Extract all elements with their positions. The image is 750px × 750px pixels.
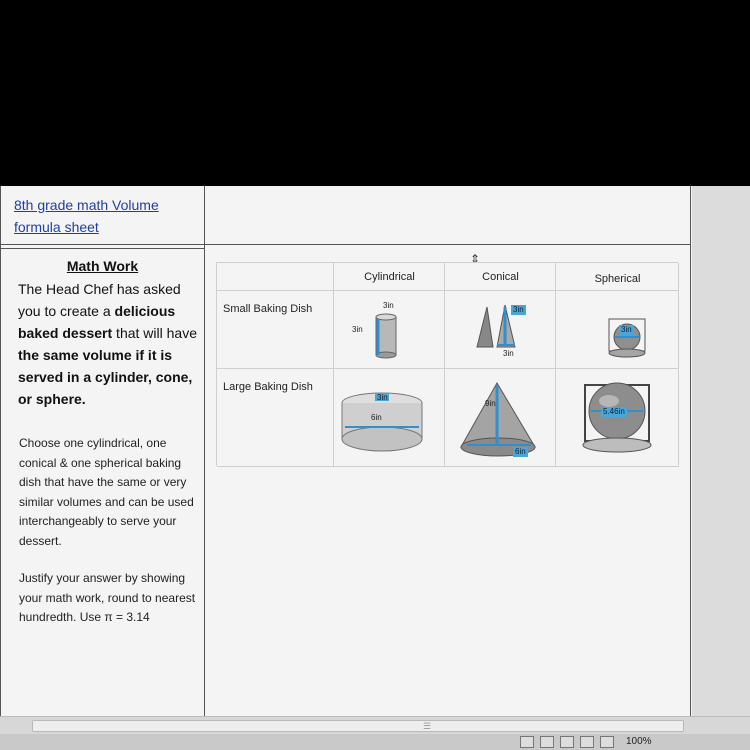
intro-paragraph	[18, 278, 203, 410]
row-header-large: Large Baking Dish	[223, 381, 313, 393]
row-header-small: Small Baking Dish	[223, 303, 313, 315]
large-sphere-dish-image	[577, 381, 657, 461]
formula-sheet-link-line2[interactable]: formula sheet	[14, 219, 99, 235]
page-right-margin	[692, 186, 750, 716]
row-resize-cursor-icon: ⇕	[470, 252, 481, 266]
table-divider-row-2	[0, 248, 205, 249]
baking-dish-table	[216, 262, 678, 466]
large-sphere-dim: 5.46in	[603, 407, 625, 416]
intro-text-2: that will have	[112, 325, 197, 341]
large-cyl-width-dim: 6in	[371, 413, 382, 422]
small-cyl-top-dim: 3in	[383, 301, 394, 310]
horizontal-scrollbar[interactable]	[0, 716, 750, 734]
web-layout-view-button[interactable]	[560, 736, 574, 748]
small-cone-top-dim: 3in	[513, 305, 524, 314]
intro-text-1: The Head Chef has asked you to create a	[18, 281, 181, 319]
small-cone-bottom-dim: 3in	[503, 349, 514, 358]
outline-view-button[interactable]	[580, 736, 594, 748]
small-cyl-side-dim: 3in	[352, 325, 363, 334]
small-sphere-dish-image	[605, 317, 649, 361]
formula-sheet-link-cell	[14, 194, 200, 238]
column-header-cylindrical: Cylindrical	[364, 271, 415, 283]
formula-sheet-link-line1[interactable]: 8th grade math Volume	[14, 197, 159, 213]
column-header-conical: Conical	[482, 271, 519, 283]
table-cell-corner	[217, 263, 334, 291]
table-border-right	[690, 186, 691, 716]
small-sphere-dim: 3in	[621, 325, 632, 334]
horizontal-scrollbar-thumb[interactable]	[32, 720, 684, 732]
draft-view-button[interactable]	[600, 736, 614, 748]
intro-bold-2: the same volume if it is served in a cylinder, cone, or sphere.	[18, 347, 193, 407]
status-bar	[0, 734, 750, 750]
scroll-grip-icon: ☰	[423, 721, 432, 731]
full-screen-view-button[interactable]	[540, 736, 554, 748]
document-page	[0, 186, 692, 716]
intro-bold-1: delicious baked dessert	[18, 303, 176, 341]
print-layout-view-button[interactable]	[520, 736, 534, 748]
large-cone-dish-image	[457, 381, 541, 461]
large-cone-base-dim: 6in	[515, 447, 526, 456]
document-window	[0, 186, 750, 750]
zoom-level[interactable]: 100%	[626, 736, 652, 747]
justify-paragraph: Justify your answer by showing your math work, round to nearest hundredth. Use π = 3.14	[19, 571, 196, 624]
large-cone-height-dim: 9in	[485, 399, 496, 408]
instructions-paragraph: Choose one cylindrical, one conical & one spherical baking dish that have the same or very similar volumes and can be used interchangeably to serve your dessert.	[19, 436, 194, 548]
small-cylinder-dish-image	[372, 311, 402, 361]
math-work-title: Math Work	[66, 258, 139, 274]
table-divider-row	[0, 244, 690, 245]
column-header-spherical: Spherical	[594, 273, 641, 285]
large-cyl-top-dim: 3in	[377, 393, 388, 402]
